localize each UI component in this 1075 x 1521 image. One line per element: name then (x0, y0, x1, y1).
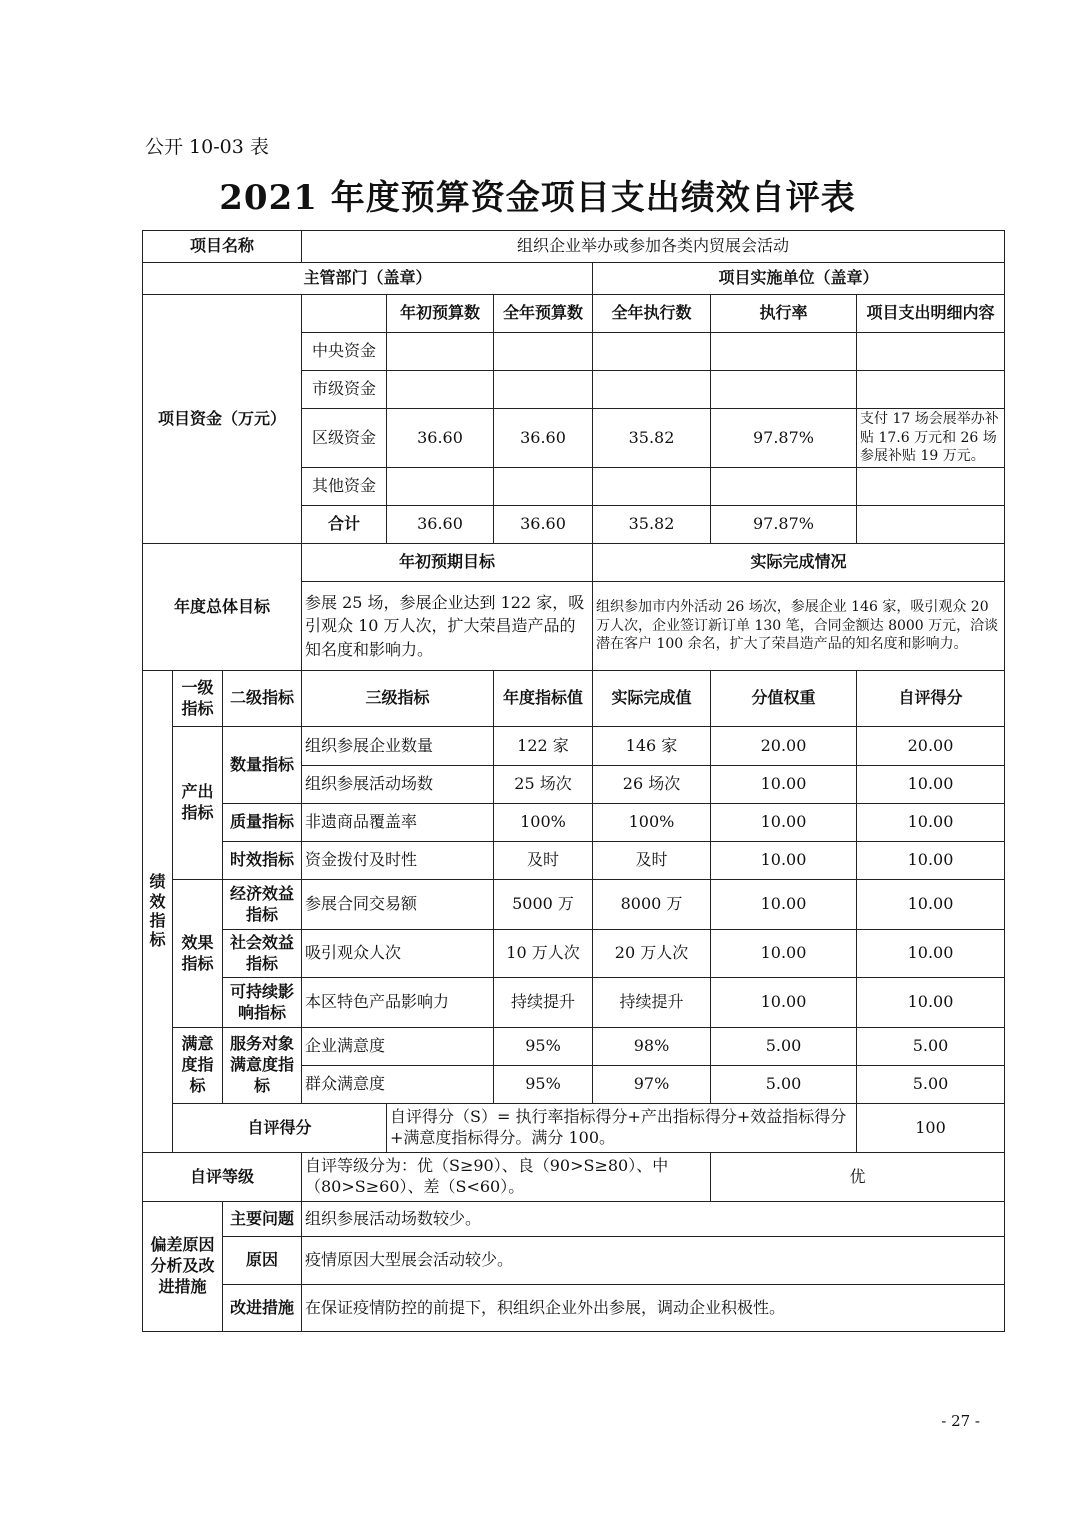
form-code: 公开 10-03 表 (145, 136, 269, 158)
indicator-score: 10.00 (857, 978, 1005, 1028)
indicator-row (143, 727, 1005, 766)
dept-row (143, 263, 1005, 295)
main-issue-label: 主要问题 (223, 1202, 302, 1237)
goals-actual: 组织参加市内外活动 26 场次，参展企业 146 家，吸引观众 20 万人次，企业签订新订单 130 笔，合同金额达 8000 万元，洽谈潜在客户 100 余名，扩大了荣昌造产品的知名度和影响力。 (593, 582, 1005, 671)
funds-header-blank (302, 295, 387, 333)
indicator-actual: 持续提升 (593, 978, 711, 1028)
indicator-target: 95% (494, 1066, 593, 1104)
indicator-score: 10.00 (857, 880, 1005, 930)
self-score-row (143, 1104, 1005, 1153)
indicator-target: 及时 (494, 842, 593, 880)
fund-init: 36.60 (387, 409, 494, 468)
indicator-actual: 100% (593, 804, 711, 842)
page-number: - 27 - (941, 1412, 980, 1430)
indicator-name: 本区特色产品影响力 (302, 978, 494, 1028)
header-actual: 实际完成值 (593, 671, 711, 727)
fund-detail (857, 371, 1005, 409)
indicator-actual: 及时 (593, 842, 711, 880)
fund-full (494, 468, 593, 506)
indicator-actual: 97% (593, 1066, 711, 1104)
indicator-row (143, 880, 1005, 930)
indicator-score: 10.00 (857, 930, 1005, 978)
fund-rate: 97.87% (711, 409, 857, 468)
quantity-indicator-label: 数量指标 (223, 727, 302, 804)
economic-indicator-label: 经济效益指标 (223, 880, 302, 930)
sustain-indicator-label: 可持续影响指标 (223, 978, 302, 1028)
indicator-actual: 8000 万 (593, 880, 711, 930)
project-row (143, 231, 1005, 263)
indicator-target: 25 场次 (494, 766, 593, 804)
self-grade-value: 优 (711, 1153, 1005, 1202)
fund-name: 市级资金 (302, 371, 387, 409)
social-indicator-label: 社会效益指标 (223, 930, 302, 978)
indicator-name: 组织参展活动场数 (302, 766, 494, 804)
self-score-desc: 自评得分（S）= 执行率指标得分+产出指标得分+效益指标得分+满意度指标得分。满分 100。 (387, 1104, 857, 1153)
self-grade-row (143, 1153, 1005, 1202)
indicator-name: 吸引观众人次 (302, 930, 494, 978)
indicator-target: 100% (494, 804, 593, 842)
fund-exec (593, 333, 711, 371)
indicator-name: 组织参展企业数量 (302, 727, 494, 766)
goals-label: 年度总体目标 (143, 544, 302, 671)
goals-expected-header: 年初预期目标 (302, 544, 593, 582)
indicator-target: 122 家 (494, 727, 593, 766)
indicator-weight: 5.00 (711, 1066, 857, 1104)
indicator-score: 5.00 (857, 1028, 1005, 1066)
fund-exec (593, 468, 711, 506)
self-grade-label: 自评等级 (143, 1153, 302, 1202)
deviation-row (143, 1237, 1005, 1285)
fund-full: 36.60 (494, 409, 593, 468)
fund-rate (711, 371, 857, 409)
indicator-actual: 98% (593, 1028, 711, 1066)
satisfaction-indicator-label: 满意度指标 (173, 1028, 223, 1104)
indicator-actual: 146 家 (593, 727, 711, 766)
indicator-row (143, 1028, 1005, 1066)
self-score-label: 自评得分 (173, 1104, 387, 1153)
indicator-actual: 26 场次 (593, 766, 711, 804)
project-name-value: 组织企业举办或参加各类内贸展会活动 (302, 231, 1005, 263)
indicator-name: 资金拨付及时性 (302, 842, 494, 880)
indicator-score: 20.00 (857, 727, 1005, 766)
main-issue-text: 组织参展活动场数较少。 (302, 1202, 1005, 1237)
fund-full: 36.60 (494, 506, 593, 544)
fund-detail (857, 468, 1005, 506)
reason-label: 原因 (223, 1237, 302, 1285)
service-satisfaction-label: 服务对象满意度指标 (223, 1028, 302, 1104)
indicator-row (143, 930, 1005, 978)
indicator-row (143, 978, 1005, 1028)
indicator-weight: 10.00 (711, 804, 857, 842)
indicator-target: 10 万人次 (494, 930, 593, 978)
indicator-weight: 10.00 (711, 766, 857, 804)
evaluation-table (142, 230, 1005, 1332)
measure-text: 在保证疫情防控的前提下，积组织企业外出参展，调动企业积极性。 (302, 1285, 1005, 1332)
fund-name: 其他资金 (302, 468, 387, 506)
indicator-header-row (143, 671, 1005, 727)
dept-label: 主管部门（盖章） (143, 263, 593, 295)
indicator-weight: 10.00 (711, 930, 857, 978)
indicator-target: 5000 万 (494, 880, 593, 930)
quality-indicator-label: 质量指标 (223, 804, 302, 842)
indicator-weight: 10.00 (711, 978, 857, 1028)
reason-text: 疫情原因大型展会活动较少。 (302, 1237, 1005, 1285)
deviation-row (143, 1285, 1005, 1332)
fund-init (387, 333, 494, 371)
indicator-name: 企业满意度 (302, 1028, 494, 1066)
indicator-name: 非遗商品覆盖率 (302, 804, 494, 842)
self-score-full: 100 (857, 1104, 1005, 1153)
fund-name: 中央资金 (302, 333, 387, 371)
header-l1: 一级指标 (173, 671, 223, 727)
funds-header-rate: 执行率 (711, 295, 857, 333)
fund-exec: 35.82 (593, 409, 711, 468)
indicator-weight: 10.00 (711, 880, 857, 930)
deviation-row (143, 1202, 1005, 1237)
indicator-score: 10.00 (857, 804, 1005, 842)
goals-expected: 参展 25 场，参展企业达到 122 家，吸引观众 10 万人次，扩大荣昌造产品的知名度和影响力。 (302, 582, 593, 671)
indicator-score: 5.00 (857, 1066, 1005, 1104)
fund-init (387, 371, 494, 409)
fund-rate: 97.87% (711, 506, 857, 544)
timeliness-indicator-label: 时效指标 (223, 842, 302, 880)
indicator-name: 参展合同交易额 (302, 880, 494, 930)
funds-header-exec: 全年执行数 (593, 295, 711, 333)
indicator-row (143, 804, 1005, 842)
indicator-actual: 20 万人次 (593, 930, 711, 978)
header-score: 自评得分 (857, 671, 1005, 727)
fund-rate (711, 333, 857, 371)
header-l2: 二级指标 (223, 671, 302, 727)
goals-header-row (143, 544, 1005, 582)
effect-indicator-label: 效果指标 (173, 880, 223, 1028)
fund-detail: 支付 17 场会展举办补贴 17.6 万元和 26 场参展补贴 19 万元。 (857, 409, 1005, 468)
self-grade-desc: 自评等级分为：优（S≥90）、良（90>S≥80）、中（80>S≥60）、差（S<60）。 (302, 1153, 711, 1202)
fund-detail (857, 506, 1005, 544)
indicator-weight: 5.00 (711, 1028, 857, 1066)
fund-init (387, 468, 494, 506)
fund-exec (593, 371, 711, 409)
goals-actual-header: 实际完成情况 (593, 544, 1005, 582)
indicator-weight: 20.00 (711, 727, 857, 766)
funds-header-row (143, 295, 1005, 333)
funds-label: 项目资金（万元） (143, 295, 302, 544)
indicator-score: 10.00 (857, 766, 1005, 804)
deviation-label: 偏差原因分析及改进措施 (143, 1202, 223, 1332)
project-name-label: 项目名称 (143, 231, 302, 263)
indicator-target: 95% (494, 1028, 593, 1066)
fund-detail (857, 333, 1005, 371)
measure-label: 改进措施 (223, 1285, 302, 1332)
header-weight: 分值权重 (711, 671, 857, 727)
indicator-score: 10.00 (857, 842, 1005, 880)
fund-name: 合计 (302, 506, 387, 544)
perf-indicators-label: 绩效指标 (143, 671, 173, 1153)
fund-rate (711, 468, 857, 506)
fund-full (494, 333, 593, 371)
indicator-name: 群众满意度 (302, 1066, 494, 1104)
funds-header-full: 全年预算数 (494, 295, 593, 333)
fund-exec: 35.82 (593, 506, 711, 544)
fund-name: 区级资金 (302, 409, 387, 468)
fund-init: 36.60 (387, 506, 494, 544)
header-l3: 三级指标 (302, 671, 494, 727)
indicator-weight: 10.00 (711, 842, 857, 880)
funds-header-init: 年初预算数 (387, 295, 494, 333)
header-target: 年度指标值 (494, 671, 593, 727)
funds-header-detail: 项目支出明细内容 (857, 295, 1005, 333)
fund-full (494, 371, 593, 409)
indicator-target: 持续提升 (494, 978, 593, 1028)
page-title: 2021 年度预算资金项目支出绩效自评表 (219, 178, 856, 218)
impl-unit-label: 项目实施单位（盖章） (593, 263, 1005, 295)
output-indicator-label: 产出指标 (173, 727, 223, 880)
indicator-row (143, 842, 1005, 880)
